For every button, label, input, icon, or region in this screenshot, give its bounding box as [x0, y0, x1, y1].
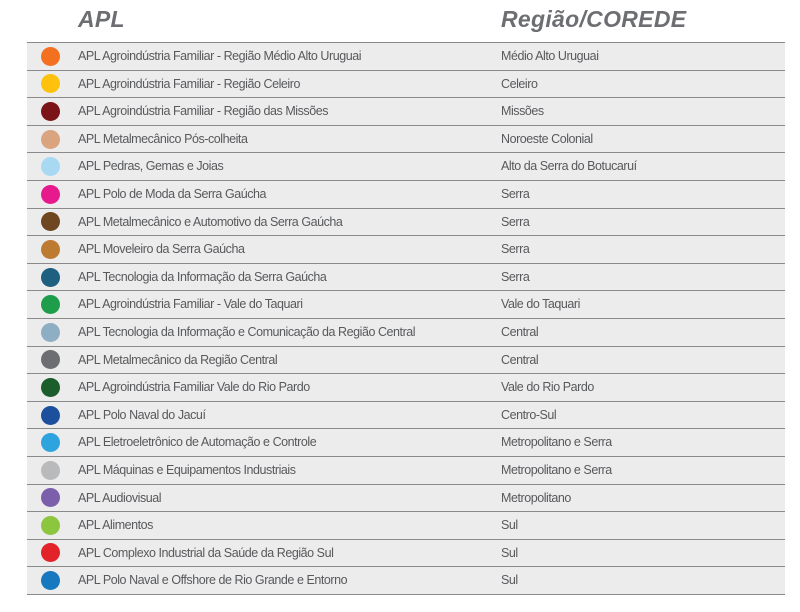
region-name: Serra [501, 186, 530, 201]
apl-name: APL Agroindústria Familiar - Região Celeiro [78, 76, 300, 91]
color-dot-icon [41, 212, 60, 231]
apl-name: APL Metalmecânico Pós-colheita [78, 131, 248, 146]
apl-name: APL Agroindústria Familiar - Vale do Taquari [78, 297, 303, 312]
color-dot-icon [41, 378, 60, 397]
apl-name: APL Moveleiro da Serra Gaúcha [78, 242, 245, 257]
table-row [27, 264, 785, 292]
color-dot-icon [41, 240, 60, 259]
color-dot-icon [41, 571, 60, 590]
region-name: Serra [501, 269, 530, 284]
apl-name: APL Polo Naval e Offshore de Rio Grande e Entorno [78, 573, 348, 588]
table-row [27, 402, 785, 430]
table-row [27, 181, 785, 209]
region-name: Médio Alto Uruguai [501, 49, 599, 63]
region-name: Sul [501, 518, 518, 533]
table-row [27, 43, 785, 71]
apl-name: APL Polo Naval do Jacuí [78, 407, 206, 422]
apl-column-header: APL [78, 6, 125, 32]
color-dot-icon [41, 406, 60, 425]
color-dot-icon [41, 74, 60, 93]
apl-name: APL Metalmecânico e Automotivo da Serra Gaúcha [78, 214, 343, 229]
region-name: Central [501, 352, 539, 367]
region-name: Sul [501, 573, 518, 588]
apl-name: APL Máquinas e Equipamentos Industriais [78, 462, 296, 477]
table-row [27, 98, 785, 126]
table-row [27, 540, 785, 568]
apl-name: APL Complexo Industrial da Saúde da Região Sul [78, 545, 334, 560]
region-name: Alto da Serra do Botucaruí [501, 159, 637, 174]
table-row [27, 347, 785, 375]
table-row [27, 236, 785, 264]
apl-name: APL Audiovisual [78, 490, 162, 505]
region-name: Serra [501, 214, 530, 229]
color-dot-icon [41, 268, 60, 287]
color-dot-icon [41, 433, 60, 452]
apl-name: APL Polo de Moda da Serra Gaúcha [78, 186, 267, 201]
region-name: Metropolitano e Serra [501, 462, 612, 477]
color-dot-icon [41, 102, 60, 121]
table-row [27, 374, 785, 402]
table-row [27, 429, 785, 457]
region-name: Vale do Taquari [501, 297, 580, 312]
apl-name: APL Tecnologia da Informação e Comunicação da Região Central [78, 324, 416, 339]
table-row [27, 512, 785, 540]
region-name: Missões [501, 104, 544, 119]
color-dot-icon [41, 295, 60, 314]
apl-name: APL Agroindústria Familiar - Região das Missões [78, 104, 329, 119]
table-row [27, 291, 785, 319]
color-dot-icon [41, 47, 60, 66]
region-name: Sul [501, 545, 518, 560]
apl-table [27, 42, 785, 595]
table-row [27, 126, 785, 154]
region-name: Noroeste Colonial [501, 131, 593, 146]
region-name: Serra [501, 242, 530, 257]
table-row [27, 71, 785, 99]
table-row [27, 319, 785, 347]
apl-name: APL Agroindústria Familiar - Região Médio Alto Uruguai [78, 49, 362, 63]
apl-name: APL Alimentos [78, 518, 153, 533]
apl-name: APL Metalmecânico da Região Central [78, 352, 278, 367]
table-row [27, 485, 785, 513]
color-dot-icon [41, 130, 60, 149]
region-name: Metropolitano e Serra [501, 435, 612, 450]
table-row [27, 209, 785, 237]
region-name: Central [501, 324, 539, 339]
color-dot-icon [41, 157, 60, 176]
region-name: Centro-Sul [501, 407, 557, 422]
region-name: Metropolitano [501, 490, 571, 505]
color-dot-icon [41, 516, 60, 535]
region-name: Vale do Rio Pardo [501, 380, 594, 395]
color-dot-icon [41, 543, 60, 562]
color-dot-icon [41, 488, 60, 507]
region-column-header: Região/COREDE [501, 6, 687, 32]
apl-name: APL Eletroeletrônico de Automação e Controle [78, 435, 317, 450]
table-row [27, 153, 785, 181]
apl-name: APL Tecnologia da Informação da Serra Gaúcha [78, 269, 327, 284]
color-dot-icon [41, 461, 60, 480]
region-name: Celeiro [501, 76, 538, 91]
color-dot-icon [41, 323, 60, 342]
color-dot-icon [41, 350, 60, 369]
table-row [27, 567, 785, 595]
table-row [27, 457, 785, 485]
apl-name: APL Agroindústria Familiar Vale do Rio Pardo [78, 380, 310, 395]
apl-name: APL Pedras, Gemas e Joias [78, 159, 224, 174]
table-header [0, 0, 800, 42]
color-dot-icon [41, 185, 60, 204]
